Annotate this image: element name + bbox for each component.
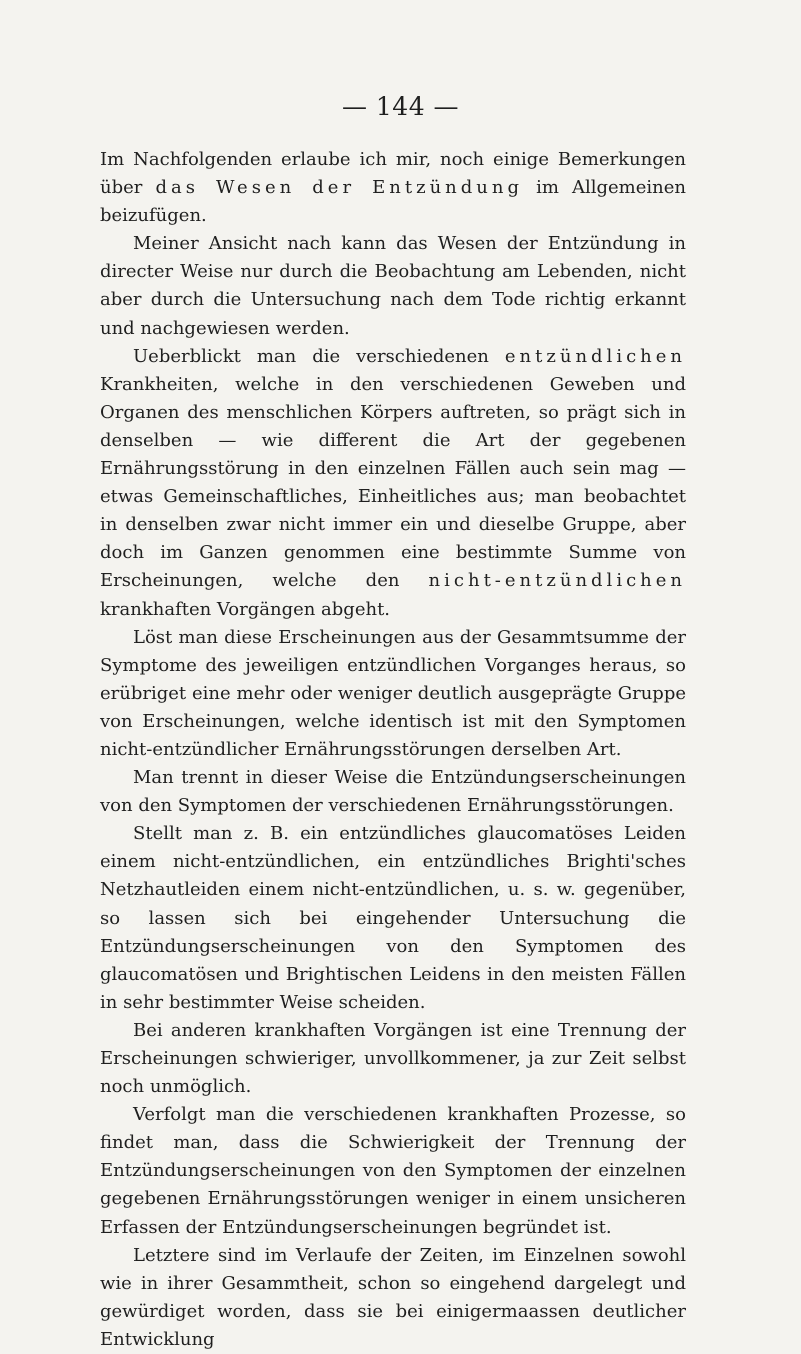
paragraph: [100, 343, 686, 624]
paragraph: [100, 624, 686, 764]
emphasized-text: entzündlichen: [504, 345, 686, 367]
emphasized-text: nicht-entzündlichen: [428, 570, 686, 592]
paragraph: [100, 1101, 686, 1241]
text-segment: Im Nachfolgenden erlaube ich mir, noch einige Bemerkungen über: [100, 149, 686, 199]
text-segment: Ueberblickt man die verschiedenen: [133, 345, 505, 367]
paragraph: [100, 146, 686, 230]
paragraph: [100, 764, 686, 820]
text-segment: Stellt man z. B. ein entzündliches glaucomatöses Leiden einem nicht-entzündlichen, ein entzündliches Brighti'sches Netzhautleiden einem nicht-entzündlichen, u. s. w. gegenüber, so lassen sich bei eingehender Untersuchung die Entzündungserscheinungen von den Symptomen des glaucomatösen und Brightischen Leidens in den meisten Fällen in sehr bestimmter Weise scheiden.: [100, 823, 686, 1013]
paragraph: [100, 1242, 686, 1354]
text-segment: Krankheiten, welche in den verschiedenen Geweben und Organen des menschlichen Körpers auftreten, so prägt sich in denselben — wie different die Art der gegebenen Ernährungsstörung in den einzelnen Fällen auch sein mag — etwas Gemeinschaftliches, Einheitliches aus; man beobachtet in denselben zwar nicht immer ein und dieselbe Gruppe, aber doch im Ganzen genommen eine bestimmte Summe von Erscheinungen, welche den: [100, 373, 686, 592]
body-text: [100, 146, 686, 1354]
text-segment: Letztere sind im Verlaufe der Zeiten, im Einzelnen sowohl wie in ihrer Gesammtheit, schon so eingehend dargelegt und gewürdiget worden, dass sie bei einigermaassen deutlicher Entwicklung: [100, 1244, 686, 1350]
paragraph: [100, 230, 686, 342]
text-segment: Bei anderen krankhaften Vorgängen ist eine Trennung der Erscheinungen schwieriger, unvollkommener, ja zur Zeit selbst noch unmöglich.: [100, 1019, 686, 1098]
page-number: — 144 —: [341, 92, 460, 121]
emphasized-text: das Wesen der Entzündung: [155, 177, 523, 199]
paragraph: [100, 820, 686, 1017]
text-segment: im Allgemeinen beizufügen.: [100, 177, 686, 227]
text-segment: Löst man diese Erscheinungen aus der Gesammtsumme der Symptome des jeweiligen entzündlichen Vorganges heraus, so erübriget eine mehr oder weniger deutlich ausgeprägte Gruppe von Erscheinungen, welche identisch ist mit den Symptomen nicht-entzündlicher Ernährungsstörungen derselben Art.: [100, 626, 686, 760]
text-segment: Man trennt in dieser Weise die Entzündungserscheinungen von den Symptomen der verschiedenen Ernährungsstörungen.: [100, 767, 686, 817]
text-segment: Verfolgt man die verschiedenen krankhaften Prozesse, so findet man, dass die Schwierigkeit der Trennung der Entzündungserscheinungen von den Symptomen der einzelnen gegebenen Ernährungsstörungen weniger in einem unsicheren Erfassen der Entzündungserscheinungen begründet ist.: [100, 1104, 686, 1238]
text-segment: krankhaften Vorgängen abgeht.: [100, 598, 391, 620]
text-segment: Meiner Ansicht nach kann das Wesen der Entzündung in directer Weise nur durch die Beobachtung am Lebenden, nicht aber durch die Untersuchung nach dem Tode richtig erkannt und nachgewiesen werden.: [100, 233, 686, 339]
paragraph: [100, 1017, 686, 1101]
